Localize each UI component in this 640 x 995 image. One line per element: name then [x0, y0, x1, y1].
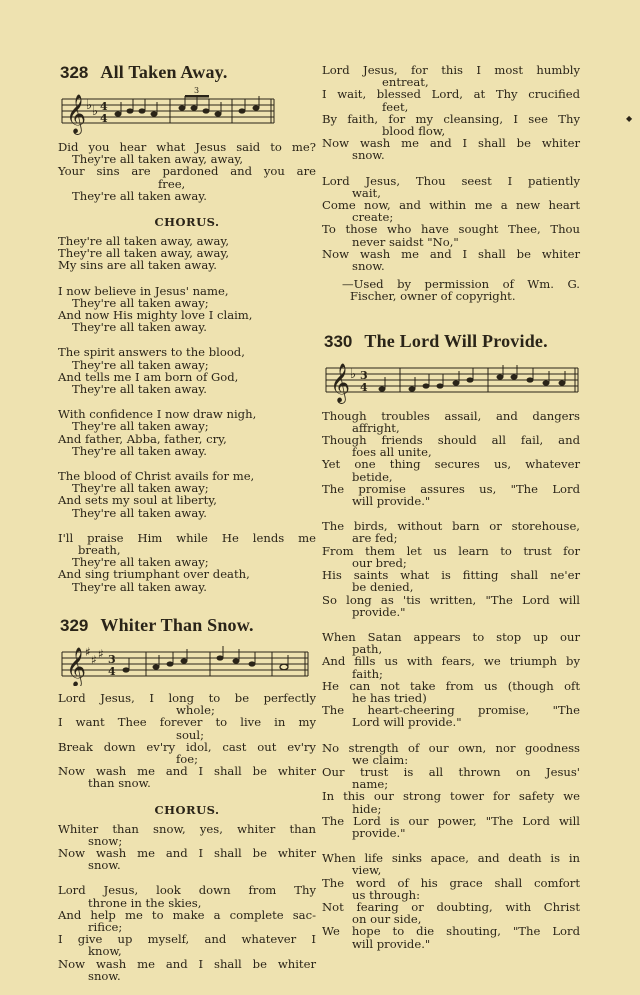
lyric-line: I wait, blessed Lord, at Thy crucified [322, 87, 580, 102]
stanza-4 [58, 408, 316, 457]
lyric-line: path, [352, 642, 383, 657]
flat-icon: ♭ [92, 104, 99, 119]
lyric-line: snow. [88, 968, 121, 983]
lyric-line: And father, Abba, father, cry, [58, 431, 227, 446]
lyric-line: The word of his grace shall comfort [322, 875, 580, 890]
chorus [58, 823, 316, 872]
lyric-line: The spirit answers to the blood, [58, 345, 245, 360]
stanza-2 [58, 285, 316, 334]
lyric-line: us through: [352, 887, 421, 902]
lyric-line: breath, [78, 543, 121, 558]
permission-line: Fischer, owner of copyright. [350, 289, 516, 304]
lyric-line: know, [88, 944, 122, 959]
lyric-line: They're all taken away. [72, 443, 207, 458]
hymn-number: 328 [60, 63, 89, 82]
chorus [58, 235, 316, 272]
time-signature: 4 [108, 664, 116, 678]
lyric-line: Lord Jesus, I long to be perfectly [58, 690, 316, 705]
hymn-title: Whiter Than Snow. [100, 614, 254, 635]
lyric-line: They're all taken away; [72, 555, 209, 570]
lyric-line: To those who have sought Thee, Thou [322, 222, 580, 237]
lyric-line: snow; [88, 833, 123, 848]
treble-clef-icon: 𝄞 [66, 646, 87, 686]
stanza-1 [58, 141, 316, 202]
lyric-line: free, [158, 176, 186, 191]
lyric-line: than snow. [88, 776, 151, 791]
stanza-3-continued [322, 64, 580, 162]
lyric-line: Lord will provide." [352, 715, 462, 730]
lyric-line: entreat, [382, 75, 429, 90]
lyric-line: I now believe in Jesus' name, [58, 283, 229, 298]
lyric-line: betide, [352, 469, 393, 484]
lyric-line: Your sins are pardoned and you are [58, 164, 316, 179]
lyric-line: Now wash me and I shall be whiter [322, 246, 580, 261]
stanza-3 [58, 346, 316, 395]
hymn-title: All Taken Away. [100, 62, 228, 82]
lyric-line: And sing triumphant over death, [58, 567, 250, 582]
lyric-line: They're all taken away; [72, 419, 209, 434]
lyric-line: They're all taken away; [72, 357, 209, 372]
permission-line: —Used by permission of Wm. G. [342, 277, 580, 292]
hymn-number: 329 [60, 615, 89, 635]
lyric-line: Whiter than snow, yes, whiter than [58, 821, 316, 836]
time-signature: 4 [100, 100, 108, 113]
lyric-line: They're all taken away. [72, 188, 207, 203]
notes-330 [379, 365, 566, 392]
treble-clef-icon: 𝄞 [66, 94, 87, 134]
lyric-line: Now wash me and I shall be whiter [58, 956, 316, 971]
lyric-line: foe; [176, 751, 199, 766]
lyric-line: hide; [352, 801, 382, 816]
music-staff-330 [324, 356, 580, 404]
stanza-1 [322, 410, 580, 508]
lyric-line: snow. [88, 858, 121, 873]
lyric-line: With confidence I now draw nigh, [58, 407, 257, 422]
lyric-line: snow. [352, 148, 385, 163]
sharp-icon: ♯ [98, 646, 104, 661]
lyric-line: Break down ev'ry idol, cast out ev'ry [58, 739, 316, 754]
lyric-line: Yet one thing secures us, whatever [322, 457, 580, 472]
time-signature: 3 [108, 652, 116, 666]
lyric-line: throne in the skies, [88, 895, 202, 910]
lyric-line: foes all unite, [352, 445, 432, 460]
stanza-5 [322, 852, 580, 950]
lyric-line: will provide." [352, 936, 431, 951]
hymn-title: The Lord Will Provide. [364, 330, 548, 351]
lyric-line: whole; [176, 703, 215, 718]
chorus-label: CHORUS. [154, 802, 220, 817]
left-column [58, 58, 316, 995]
lyric-line: We hope to die shouting, "The Lord [322, 924, 580, 939]
stanza-2 [58, 884, 316, 982]
lyric-line: And fills us with fears, we triumph by [322, 654, 580, 669]
lyric-line: Not fearing or doubting, with Christ [322, 899, 580, 914]
lyric-line: The blood of Christ avails for me, [58, 469, 255, 484]
lyric-line: And help me to make a complete sac- [58, 907, 316, 922]
lyric-line: faith; [352, 666, 383, 681]
lyric-line: he has tried) [352, 690, 427, 705]
time-signature: 4 [360, 380, 368, 394]
lyric-line: They're all taken away. [72, 382, 207, 397]
lyric-line: provide." [352, 604, 406, 619]
lyric-line: feet, [382, 99, 409, 114]
lyric-line: Our trust is all thrown on Jesus' [322, 764, 580, 779]
stanza-2 [322, 520, 580, 618]
lyric-line: In this our strong tower for safety we [322, 789, 580, 804]
right-column [322, 64, 580, 963]
music-staff-329 [60, 640, 310, 686]
lyric-line: I give up myself, and whatever I [58, 932, 316, 947]
hymn-330-heading [324, 331, 580, 352]
time-signature: 4 [100, 112, 108, 125]
lyric-line: My sins are all taken away. [58, 258, 217, 273]
stanza-4 [322, 742, 580, 840]
lyric-line: Now wash me and I shall be whiter [322, 136, 580, 151]
lyric-line: be denied, [352, 580, 414, 595]
lyric-line: I'll praise Him while He lends me [58, 530, 316, 545]
lyric-line: view, [352, 863, 382, 878]
lyric-line: And sets my soul at liberty, [58, 493, 217, 508]
time-signature: 3 [360, 368, 368, 382]
hymn-329-heading [60, 615, 316, 636]
sharp-icon: ♯ [91, 652, 97, 667]
lyric-line: They're all taken away, away, [72, 152, 244, 167]
music-staff-328 [60, 87, 276, 135]
lyric-line: wait, [352, 185, 381, 200]
lyric-line: our bred; [352, 555, 407, 570]
lyric-line: Lord Jesus, Thou seest I patiently [322, 173, 580, 188]
lyric-line: snow. [352, 259, 385, 274]
lyric-line: And tells me I am born of God, [58, 369, 239, 384]
lyric-line: He can not take from us (though oft [322, 678, 580, 693]
notes-328 [115, 95, 260, 117]
lyric-line: affright, [352, 420, 400, 435]
flat-icon: ♭ [86, 98, 93, 113]
stanza-6 [58, 532, 316, 593]
lyric-line: When Satan appears to stop up our [322, 629, 580, 644]
sharp-icon: ♯ [85, 644, 91, 659]
lyric-line: Come now, and within me a new heart [322, 198, 580, 213]
svg-text:3: 3 [194, 87, 200, 95]
lyric-line: And now His mighty love I claim, [58, 308, 253, 323]
lyric-line: They're all taken away; [72, 481, 209, 496]
lyric-line: rifice; [88, 919, 123, 934]
lyric-line: Though friends should all fail, and [322, 433, 580, 448]
lyric-line: They're all taken away, away, [58, 234, 230, 249]
copyright-permission [322, 278, 580, 302]
hymn-number: 330 [324, 331, 353, 351]
lyric-line: Lord Jesus, look down from Thy [58, 883, 316, 898]
lyric-line: name; [352, 777, 389, 792]
lyric-line: By faith, for my cleansing, I see Thy [322, 111, 580, 126]
margin-mark: ◆ [626, 114, 633, 123]
lyric-line: They're all taken away, away, [58, 246, 230, 261]
lyric-line: Now wash me and I shall be whiter [58, 764, 316, 779]
lyric-line: on our side, [352, 912, 422, 927]
lyric-line: create; [352, 210, 394, 225]
lyric-line: The heart-cheering promise, "The [322, 703, 580, 718]
notes-329 [123, 646, 289, 673]
lyric-line: never saidst "No," [352, 234, 459, 249]
lyric-line: From them let us learn to trust for [322, 543, 580, 558]
flat-icon: ♭ [350, 366, 357, 382]
lyric-line: we claim: [352, 752, 409, 767]
stanza-1 [58, 692, 316, 790]
lyric-line: Though troubles assail, and dangers [322, 408, 580, 423]
stanza-3 [322, 631, 580, 729]
lyric-line: I want Thee forever to live in my [58, 715, 316, 730]
hymn-328-heading [60, 62, 316, 83]
lyric-line: soul; [176, 727, 205, 742]
lyric-line: His saints what is fitting shall ne'er [322, 568, 580, 583]
lyric-line: They're all taken away. [72, 505, 207, 520]
lyric-line: They're all taken away; [72, 295, 209, 310]
lyric-line: The birds, without barn or storehouse, [322, 519, 580, 534]
treble-clef-icon: 𝄞 [330, 362, 351, 403]
lyric-line: will provide." [352, 494, 431, 509]
lyric-line: blood flow, [382, 124, 446, 139]
lyric-line: They're all taken away. [72, 320, 207, 335]
lyric-line: So long as 'tis written, "The Lord will [322, 592, 580, 607]
lyric-line: The promise assures us, "The Lord [322, 481, 580, 496]
lyric-line: Lord Jesus, for this I most humbly [322, 63, 580, 77]
lyric-line: are fed; [352, 531, 398, 546]
stanza-4 [322, 175, 580, 273]
lyric-line: They're all taken away. [72, 579, 207, 594]
chorus-label: CHORUS. [154, 215, 220, 230]
lyric-line: When life sinks apace, and death is in [322, 851, 580, 866]
stanza-5 [58, 470, 316, 519]
lyric-line: Now wash me and I shall be whiter [58, 845, 316, 860]
lyric-line: Did you hear what Jesus said to me? [58, 140, 316, 154]
lyric-line: The Lord is our power, "The Lord will [322, 813, 580, 828]
lyric-line: provide." [352, 825, 406, 840]
lyric-line: No strength of our own, nor goodness [322, 740, 580, 755]
